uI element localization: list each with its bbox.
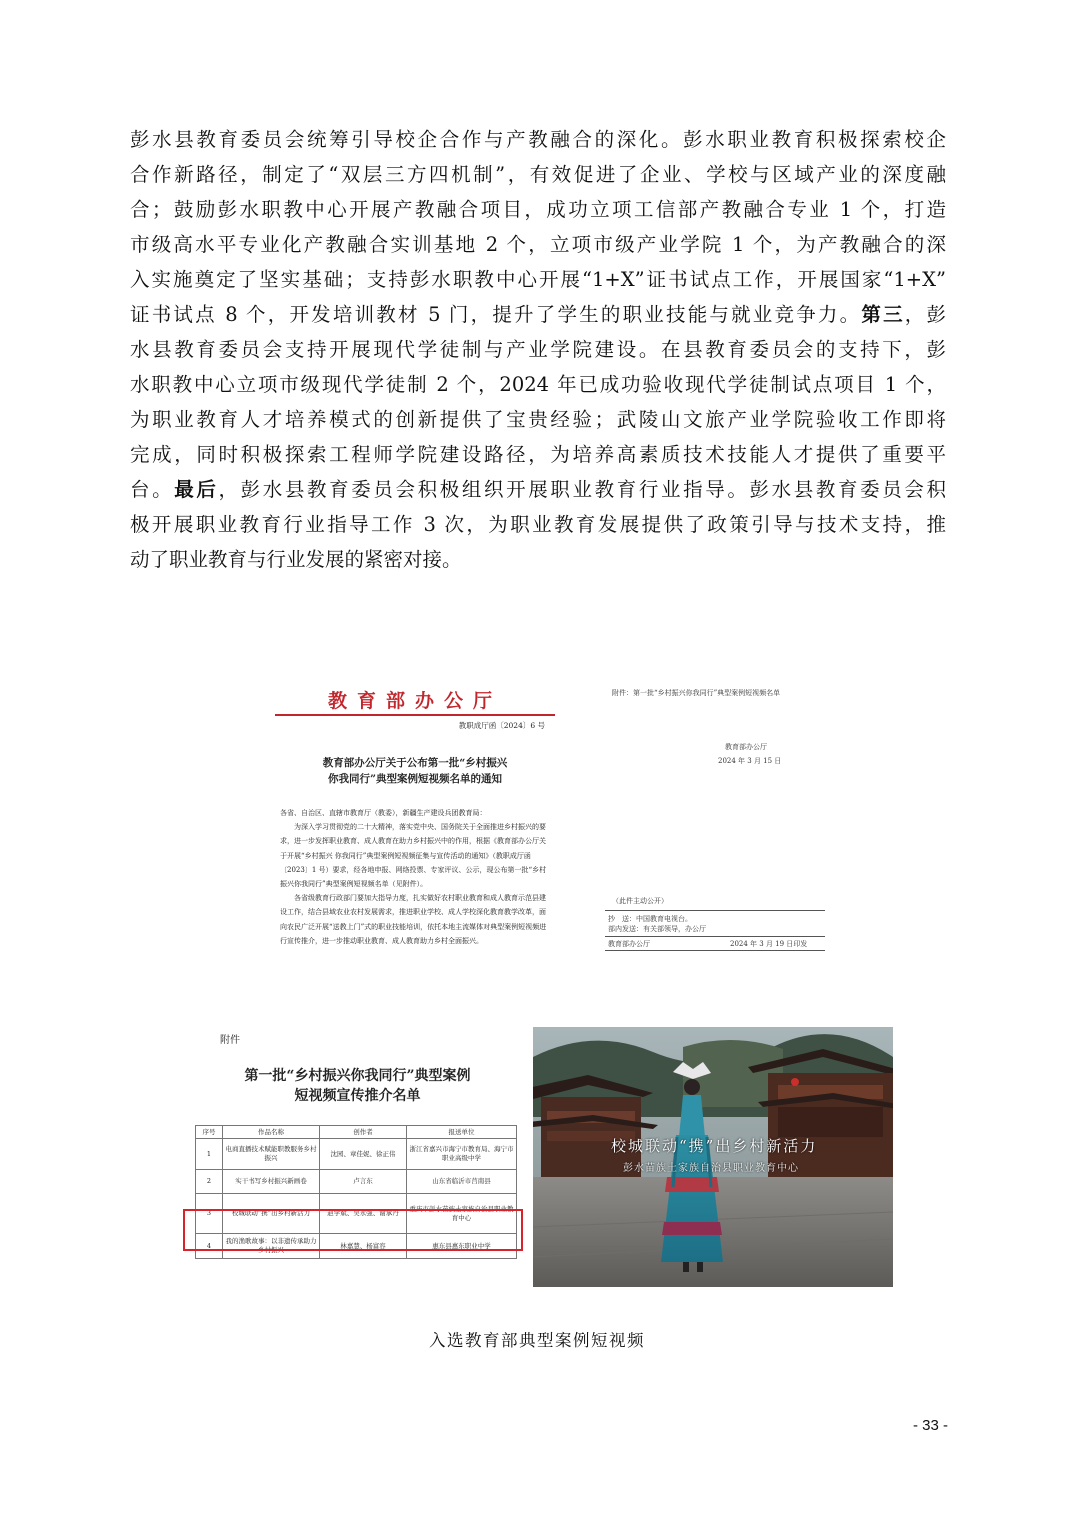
notice-title xyxy=(285,755,545,787)
paragraph-line: 合作新路径，制定了“双层三方四机制”，有效促进了企业、学校与区域产业的深度融 xyxy=(130,163,946,186)
table-cell: 1 xyxy=(196,1139,223,1170)
paragraph-text: 台。 xyxy=(130,478,175,501)
table-row xyxy=(196,1139,517,1170)
body-paragraph xyxy=(130,122,946,577)
document-number: 教职成厅函〔2024〕6 号 xyxy=(458,721,545,730)
notice-paragraph: 各省、自治区、直辖市教育厅（教委），新疆生产建设兵团教育局： xyxy=(280,809,487,817)
notice-paragraph: 各省级教育行政部门要加大指导力度，扎实做好农村职业教育和成人教育示范县建设工作，结合县域农业农村发展需求，推进职业学校、成人学校深化教育教学改革，面向农民广泛开展“送教上门”式的职业技能培训，依托本地主流媒体对典型案例短视频进行宣传推介，进一步推动职业教育、成人教育助力乡村全面振兴。 xyxy=(280,894,547,945)
paragraph-text: 证书试点 8 个，开发培训教材 5 门，提升了学生的职业技能与就业竞争力。 xyxy=(130,303,862,326)
footer-date: 2024 年 3 月 19 日印发 xyxy=(730,940,808,948)
paragraph-line: 合；鼓励彭水职教中心开展产教融合项目，成功立项工信部产教融合专业 1 个，打造 xyxy=(130,198,946,221)
bold-marker-third: 第三 xyxy=(861,303,905,326)
table-cell: 电商直播技术赋能职教服务乡村振兴 xyxy=(223,1139,320,1170)
attachment-line: 附件：第一批“乡村振兴你我同行”典型案例短视频名单 xyxy=(612,689,781,697)
column-header: 作品名称 xyxy=(223,1126,320,1139)
table-cell: 4 xyxy=(196,1234,223,1259)
table-cell: 惠东县惠东职业中学 xyxy=(407,1234,517,1259)
bold-marker-last: 最后 xyxy=(174,478,219,501)
video-caption-subtitle: 彭水苗族土家族自治县职业教育中心 xyxy=(623,1163,799,1174)
table-cell: 卢言东 xyxy=(320,1170,407,1194)
column-header: 序号 xyxy=(196,1126,223,1139)
notice-body xyxy=(280,806,552,948)
paragraph-line: 彭水县教育委员会统筹引导校企合作与产教融合的深化。彭水职业教育积极探索校企 xyxy=(130,128,946,151)
notice-title-line: 你我同行”典型案例短视频名单的通知 xyxy=(327,773,503,785)
table-cell: 校城联动“携”出乡村新活力 xyxy=(223,1194,320,1234)
notice-document-image xyxy=(265,678,565,1023)
table-cell: 浙江省嘉兴市海宁市教育局、海宁市职业高级中学 xyxy=(407,1139,517,1170)
paragraph-line: 极开展职业教育行业指导工作 3 次，为职业教育发展提供了政策引导与技术支持，推 xyxy=(130,513,946,536)
table-cell: 2 xyxy=(196,1170,223,1194)
paragraph-line: 水职教中心立项市级现代学徒制 2 个，2024 年已成功验收现代学徒制试点项目 1 个， xyxy=(130,373,946,396)
paragraph-line: 为职业教育人才培养模式的创新提供了宝贵经验；武陵山文旅产业学院验收工作即将 xyxy=(130,408,946,431)
list-title xyxy=(195,1066,520,1106)
table-cell: 沈园、章佳妮、徐正伟 xyxy=(320,1139,407,1170)
table-row xyxy=(196,1170,517,1194)
table-cell: 山东省临沂市莒南县 xyxy=(407,1170,517,1194)
notice-paragraph: 为深入学习贯彻党的二十大精神，落实党中央、国务院关于全面推进乡村振兴的要求，进一步发挥职业教育、成人教育在助力乡村振兴中的作用，根据《教育部办公厅关于开展“乡村振兴 你我同行”典型案例短视频征集与宣传活动的通知》（教职成厅函〔2023〕1 号）要求，经各地申报、网络投票、专家评议、公示，现公布第一批“乡村振兴你我同行”典型案例短视频名单（见附件）。 xyxy=(280,823,547,889)
video-caption-title: 校城联动“携”出乡村新活力 xyxy=(611,1137,818,1155)
paragraph-line xyxy=(130,297,946,332)
list-title-line: 第一批“乡村振兴你我同行”典型案例 xyxy=(244,1068,471,1084)
table-cell: 3 xyxy=(196,1194,223,1234)
column-header: 报送单位 xyxy=(407,1126,517,1139)
paragraph-line: 完成，同时积极探索工程师学院建设路径，为培养高素质技术技能人才提供了重要平 xyxy=(130,443,946,466)
table-cell: 我的渔歌故事：以非遗传承助力乡村振兴 xyxy=(223,1234,320,1259)
case-list-image xyxy=(195,1027,520,1285)
signature-page-image xyxy=(600,688,830,948)
red-divider xyxy=(275,714,555,716)
paragraph-line: 市级高水平专业化产教融合实训基地 2 个，立项市级产业学院 1 个，为产教融合的深 xyxy=(130,233,946,256)
issuing-office: 教育部办公厅 xyxy=(327,690,502,712)
paragraph-line: 入实施奠定了坚实基础；支持彭水职教中心开展“1+X”证书试点工作，开展国家“1+X” xyxy=(130,268,946,291)
divider xyxy=(605,910,825,911)
cc-line: 部内发送：有关部领导，办公厅 xyxy=(608,925,706,933)
attachment-label: 附件 xyxy=(220,1035,240,1046)
table-cell: 林嘉慧、杨富容 xyxy=(320,1234,407,1259)
paragraph-line: 水县教育委员会支持开展现代学徒制与产业学院建设。在县教育委员会的支持下，彭 xyxy=(130,338,946,361)
signing-date: 2024 年 3 月 15 日 xyxy=(718,757,782,765)
signing-org: 教育部办公厅 xyxy=(725,743,767,751)
table-cell: 实干书写乡村振兴新画卷 xyxy=(223,1170,320,1194)
paragraph-line xyxy=(130,472,946,507)
highlight-box xyxy=(183,1209,523,1251)
footer-org: 教育部办公厅 xyxy=(608,940,650,948)
paragraph-text: ，彭 xyxy=(904,303,946,326)
paragraph-text: ，彭水县教育委员会积极组织开展职业教育行业指导。彭水县教育委员会积 xyxy=(218,478,946,501)
paragraph-line: 动了职业教育与行业发展的紧密对接。 xyxy=(130,548,462,571)
public-note: （此件主动公开） xyxy=(612,897,668,905)
cc-line: 抄 送：中国教育电视台。 xyxy=(608,915,692,923)
table-cell: 重庆市彭水苗族土家族自治县职业教育中心 xyxy=(407,1194,517,1234)
divider xyxy=(605,950,825,951)
column-header: 创作者 xyxy=(320,1126,407,1139)
video-still-image xyxy=(533,1027,893,1287)
notice-title-line: 教育部办公厅关于公布第一批“乡村振兴 xyxy=(322,757,508,769)
divider xyxy=(605,936,825,937)
figure-caption: 入选教育部典型案例短视频 xyxy=(429,1331,645,1350)
temple-scene xyxy=(533,1027,893,1287)
page-number: - 33 - xyxy=(912,1417,948,1434)
table-cell: 赵学斌、吴永强、谢承丹 xyxy=(320,1194,407,1234)
list-title-line: 短视频宣传推介名单 xyxy=(294,1088,421,1104)
